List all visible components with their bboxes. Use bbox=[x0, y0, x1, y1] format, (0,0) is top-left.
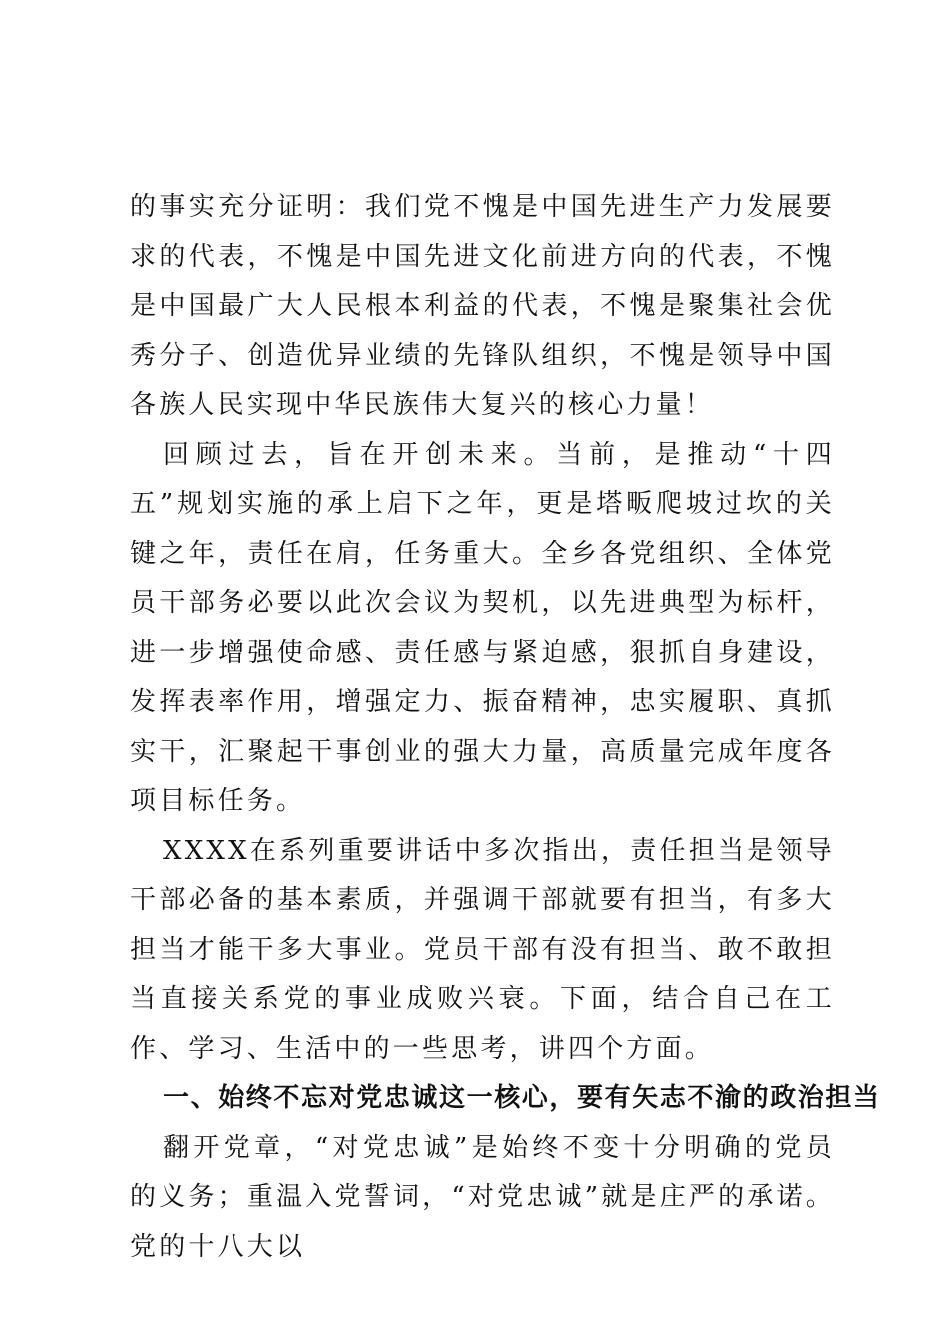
section-heading-1: 一、始终不忘对党忠诚这一核心，要有矢志不渝的政治担当 bbox=[163, 1083, 881, 1113]
paragraph-2: 回顾过去，旨在开创未来。当前，是推动“十四五”规划实施的承上启下之年，更是塔畈爬坡过坎的关键之年，责任在肩，任务重大。全乡各党组织、全体党员干部务必要以此次会议为契机，以先进典型为标杆，进一步增强使命感、责任感与紧迫感，狠抓自身建设，发挥表率作用，增强定力、振奋精神，忠实履职、真抓实干，汇聚起干事创业的强大力量，高质量完成年度各项目标任务。 bbox=[130, 439, 835, 816]
paragraph-1: 的事实充分证明：我们党不愧是中国先进生产力发展要求的代表，不愧是中国先进文化前进方向的代表，不愧是中国最广大人民根本利益的代表，不愧是聚集社会优秀分子、创造优异业绩的先锋队组织，不愧是领导中国各族人民实现中华民族伟大复兴的核心力量！ bbox=[130, 192, 835, 420]
document-body bbox=[130, 183, 881, 1272]
paragraph-4: 翻开党章，“对党忠诚”是始终不变十分明确的党员的义务；重温入党誓词，“对党忠诚”就是庄严的承诺。党的十八大以 bbox=[130, 1132, 835, 1262]
paragraph-3: XXXX在系列重要讲话中多次指出，责任担当是领导干部必备的基本素质，并强调干部就要有担当，有多大担当才能干多大事业。党员干部有没有担当、敢不敢担当直接关系党的事业成败兴衰。下面，结合自己在工作、学习、生活中的一些思考，讲四个方面。 bbox=[130, 835, 835, 1064]
